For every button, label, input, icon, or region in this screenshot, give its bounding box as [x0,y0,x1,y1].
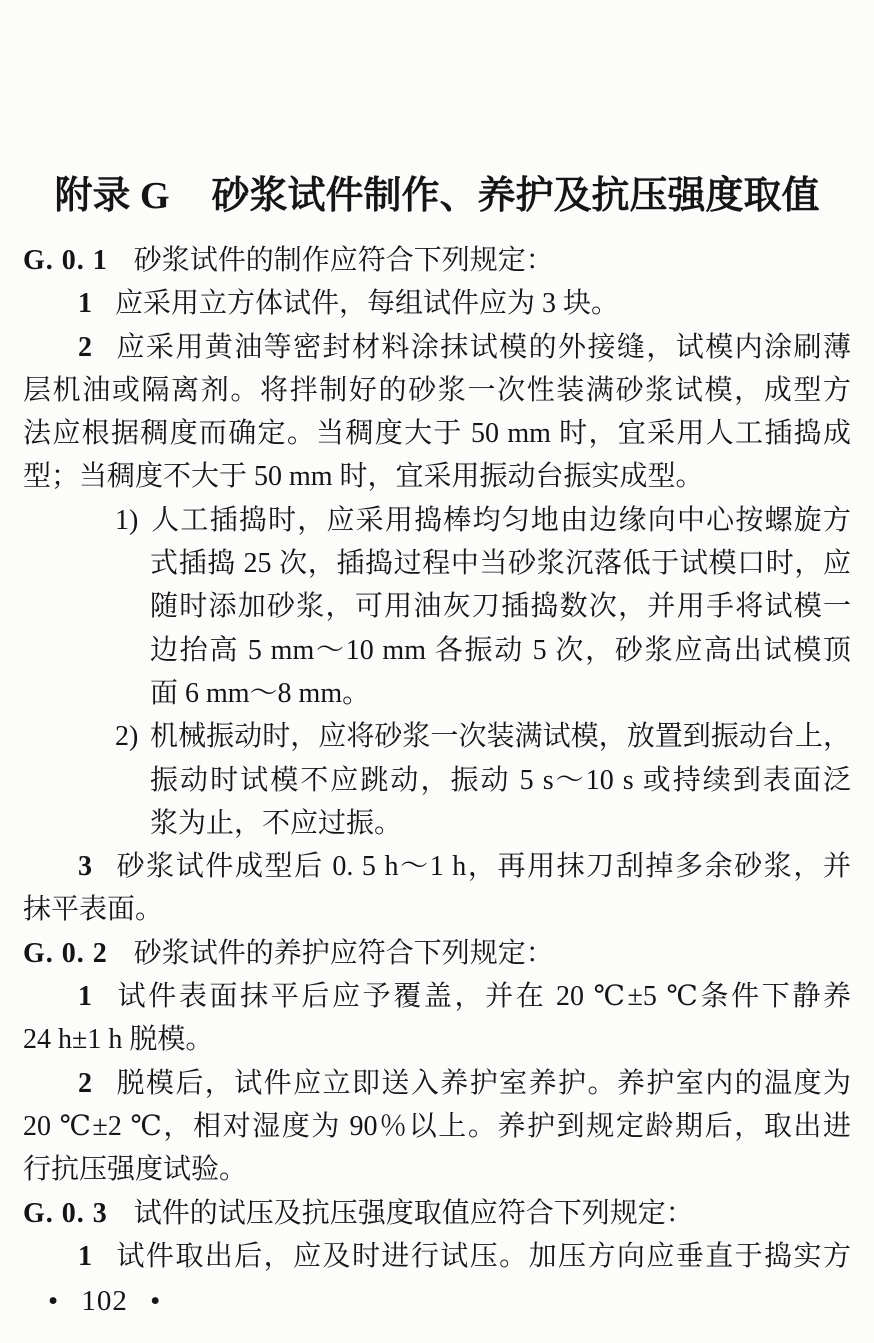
line-text: 法应根据稠度而确定。当稠度大于 50 mm 时，宜采用人工插捣成 [23,418,851,450]
sub-item-2 [23,715,851,758]
item-number: 2 [78,331,92,363]
line-text: 浆为止，不应过振。 [150,807,403,839]
line-text: 层机油或隔离剂。将拌制好的砂浆一次性装满砂浆试模，成型方 [23,374,851,406]
sub-item-number: 1) [115,504,139,536]
clause-text: 试件的试压及抗压强度取值应符合下列规定： [133,1197,694,1229]
item-number: 1 [78,981,92,1013]
list-item-2 [23,1062,851,1105]
sub-item-1 [23,499,851,542]
appendix-label: 附录 G [54,175,170,218]
line-text: 行抗压强度试验。 [23,1154,248,1186]
clause-number: G. 0. 3 [23,1197,108,1229]
text-line [23,759,851,802]
item-text: 应采用黄油等密封材料涂抹试模的外接缝，试模内涂刷薄 [115,331,851,363]
clause-heading-g01 [23,239,851,282]
item-text: 试件取出后，应及时进行试压。加压方向应垂直于捣实方 [115,1240,851,1272]
text-line [23,629,851,672]
text-line [23,455,851,498]
text-line [23,1148,851,1191]
text-line [23,802,851,845]
clause-heading-g02 [23,932,851,975]
line-text: 面 6 mm～8 mm。 [150,677,371,709]
list-item-3 [23,845,851,888]
clause-number: G. 0. 1 [23,245,108,276]
list-item-1 [23,975,851,1018]
text-line [23,412,851,455]
text-line [23,542,851,585]
line-text: 随时添加砂浆，可用油灰刀插捣数次，并用手将试模一 [150,591,851,623]
item-number: 1 [78,1240,92,1272]
line-text: 抹平表面。 [23,894,164,926]
appendix-title-text: 砂浆试件制作、养护及抗压强度取值 [211,175,820,218]
text-line [23,369,851,412]
clause-text: 砂浆试件的养护应符合下列规定： [133,937,554,969]
page-number: • 102 • [48,1285,162,1317]
text-line [23,1105,851,1148]
sub-item-number: 2) [115,721,139,753]
list-item-1 [23,1235,851,1278]
item-number: 2 [78,1067,92,1099]
page-title [0,173,874,219]
document-text-block [23,239,851,1278]
line-text: 边抬高 5 mm～10 mm 各振动 5 次，砂浆应高出试模顶 [150,634,851,666]
clause-number: G. 0. 2 [23,937,108,969]
line-text: 式插捣 25 次，插捣过程中当砂浆沉落低于试模口时，应 [150,548,851,580]
item-text: 试件表面抹平后应予覆盖，并在 20 ℃±5 ℃条件下静养 [115,981,851,1013]
clause-heading-g03 [23,1192,851,1235]
item-number: 1 [78,288,92,320]
sub-item-text: 人工插捣时，应采用捣棒均匀地由边缘向中心按螺旋方 [150,504,851,536]
clause-text: 砂浆试件的制作应符合下列规定： [133,245,554,276]
item-text: 砂浆试件成型后 0. 5 h～1 h，再用抹刀刮掉多余砂浆，并 [115,851,851,883]
line-text: 24 h±1 h 脱模。 [23,1024,214,1056]
text-line [23,672,851,715]
text-line [23,1018,851,1061]
list-item-2 [23,326,851,369]
line-text: 20 ℃±2 ℃，相对湿度为 90％以上。养护到规定龄期后，取出进 [23,1110,851,1142]
line-text: 振动时试模不应跳动，振动 5 s～10 s 或持续到表面泛 [150,764,851,796]
list-item-1 [23,282,851,325]
sub-item-text: 机械振动时，应将砂浆一次装满试模，放置到振动台上， [150,721,851,753]
item-text: 脱模后，试件应立即送入养护室养护。养护室内的温度为 [115,1067,851,1099]
text-line [23,585,851,628]
line-text: 型；当稠度不大于 50 mm 时，宜采用振动台振实成型。 [23,461,704,493]
item-number: 3 [78,851,92,883]
text-line [23,888,851,931]
item-text: 应采用立方体试件，每组试件应为 3 块。 [115,288,620,320]
